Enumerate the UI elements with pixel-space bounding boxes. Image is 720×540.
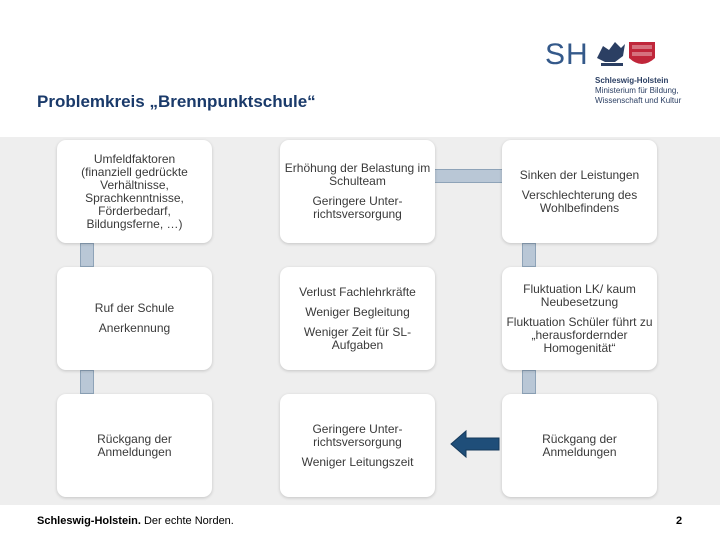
box-team-workload	[280, 140, 435, 243]
box-teaching-supply-line1: Geringere Unter-richtsversorgung	[312, 421, 403, 449]
logo-sh-mark: SH	[545, 38, 589, 71]
box-team-workload-line2: Geringere Unter-richtsversorgung	[312, 194, 403, 221]
ministry-logo	[545, 36, 695, 108]
arrow-left-icon	[449, 429, 501, 459]
box-enrollment-left-text: Rückgang der Anmeldungen	[97, 431, 172, 459]
box-staff-loss-line3: Weniger Zeit für SL-Aufgaben	[303, 324, 412, 352]
box-performance-decline	[502, 140, 657, 243]
box-environment-title: Umfeldfaktoren	[93, 151, 176, 166]
logo-line-ministry: Ministerium für Bildung,	[595, 86, 679, 95]
footer	[37, 515, 234, 527]
box-fluctuation-line1: Fluktuation LK/ kaum Neubesetzung	[523, 281, 636, 309]
footer-slogan: Der echte Norden.	[140, 515, 234, 527]
footer-brand: Schleswig-Holstein.	[37, 515, 141, 527]
connector-c1-r2-r3	[80, 370, 94, 394]
logo-text	[595, 76, 681, 106]
box-fluctuation	[502, 267, 657, 370]
box-enrollment-right-text: Rückgang der Anmeldungen	[542, 431, 617, 459]
box-staff-loss-line1: Verlust Fachlehrkräfte	[299, 284, 416, 299]
box-staff-loss-line2: Weniger Begleitung	[305, 304, 410, 319]
page-number: 2	[676, 515, 683, 527]
logo-line-department: Wissenschaft und Kultur	[595, 96, 682, 105]
box-reputation-line2: Anerkennung	[98, 321, 171, 335]
box-performance-line1: Sinken der Leistungen	[519, 167, 640, 182]
connector-r1-c2-c3	[433, 169, 505, 183]
box-fluctuation-line2: Fluktuation Schüler führt zu „herausfordernder Homogenität“	[506, 314, 653, 355]
connector-c1-r1-r2	[80, 243, 94, 267]
box-enrollment-decline-left	[57, 394, 212, 497]
box-enrollment-decline-right	[502, 394, 657, 497]
slide-title: Problemkreis „Brennpunktschule“	[37, 92, 316, 111]
box-reputation-line1: Ruf der Schule	[94, 301, 175, 315]
coat-of-arms-icon	[595, 36, 657, 72]
connector-c3-r2-r3	[522, 370, 536, 394]
box-school-reputation	[57, 267, 212, 370]
connector-c3-r1-r2	[522, 243, 536, 267]
box-environment-detail: (finanziell gedrückte Verhältnisse, Sprachkenntnisse, Förderbedarf, Bildungsferne, …)	[81, 164, 188, 231]
box-team-workload-line1: Erhöhung der Belastung im Schulteam	[284, 161, 431, 188]
box-performance-line2: Verschlechterung des Wohlbefindens	[521, 187, 638, 215]
box-teaching-supply	[280, 394, 435, 497]
box-staff-loss	[280, 267, 435, 370]
box-teaching-supply-line2: Weniger Leitungszeit	[301, 454, 414, 469]
logo-line-state: Schleswig-Holstein	[595, 76, 669, 85]
box-environment-factors	[57, 140, 212, 243]
